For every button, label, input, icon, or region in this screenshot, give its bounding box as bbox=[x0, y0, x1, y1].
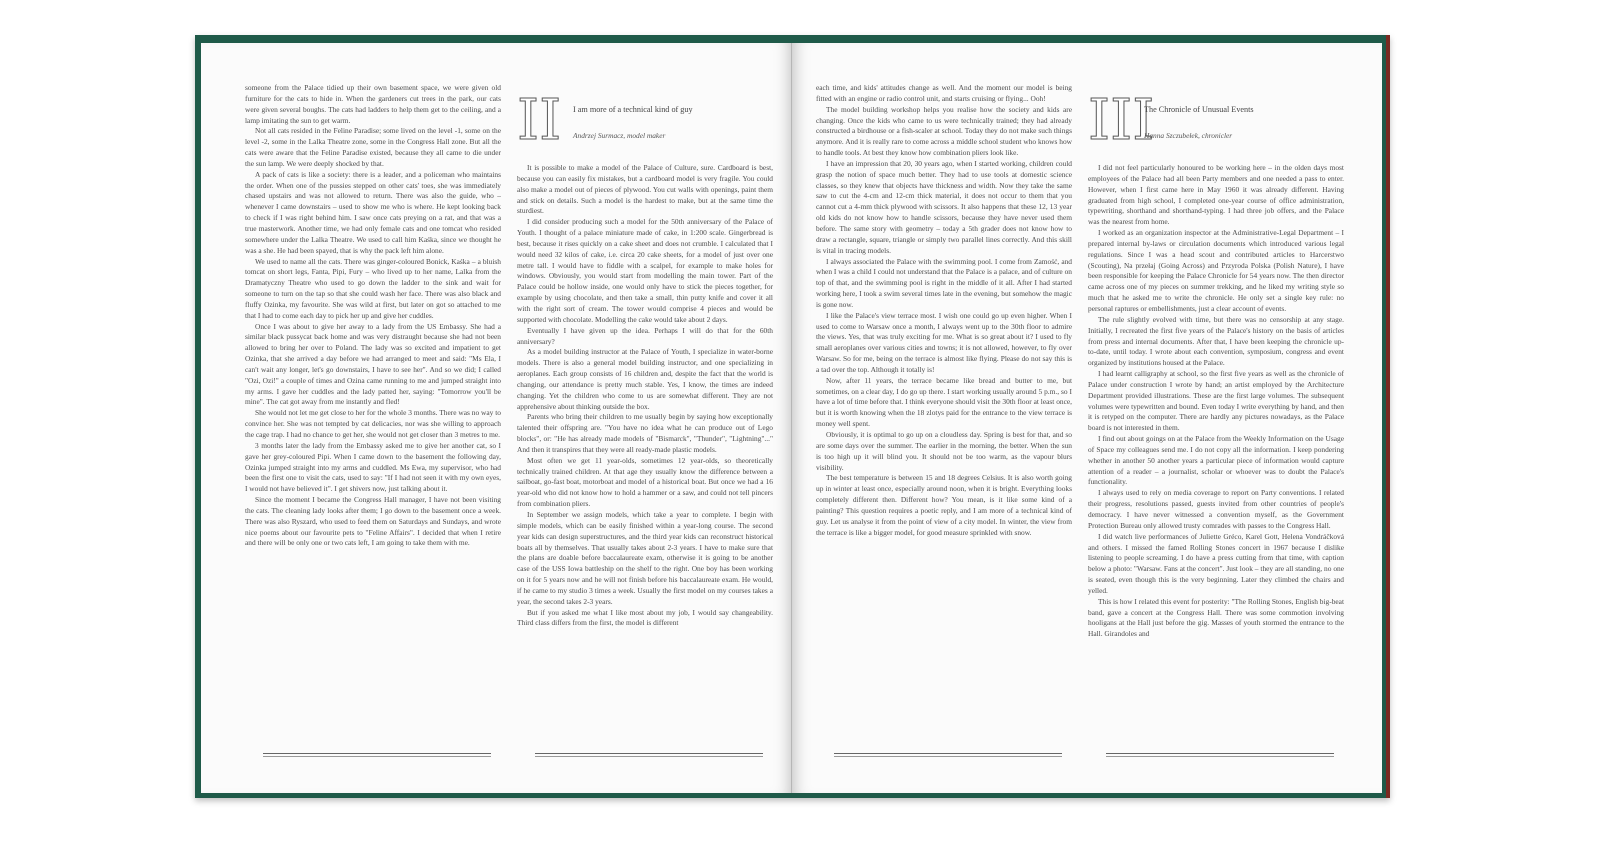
paragraph: Now, after 11 years, the terrace became like bread and butter to me, but sometimes, on a clear day, I do go up there. I start working usually around 5 p.m., so I have a lot of time before that. I think everyone should visit the 30th floor at least once, but it is worth knowing when the 18 zlotys paid for the entrance to the view terrace is money well spent. bbox=[816, 375, 1072, 429]
paragraph: It is possible to make a model of the Palace of Culture, sure. Cardboard is best, because you can easily fix mistakes, but a cardboard model is very fragile. You could also make a model out of pieces of plywood. You cut walls with openings, paint them and stick on details. Such a model is the hardest to make, but at the same time the sturdiest. bbox=[517, 163, 773, 216]
paragraph: She would not let me get close to her for the whole 3 months. There was no way to convince her. She was not tempted by cat delicacies, nor was she willing to approach the cage trap. I had no chance to get her, she would not get closer than 3 metres to me. bbox=[245, 408, 501, 439]
paragraph: each time, and kids' attitudes change as well. And the moment our model is being fitted with an engine or radio control unit, and starts cruising or flying... Ooh! bbox=[816, 83, 1072, 103]
chapter-header-ii bbox=[517, 83, 773, 163]
chapter-body bbox=[517, 163, 773, 629]
paragraph: Not all cats resided in the Feline Paradise; some lived on the level -1, some on the level -2, some in the Lalka Theatre zone, some in the Congress Hall zone. But all the cats were aware that the Feline Paradise existed, because they all came to die under the sun lamp. We were deeply shocked by that. bbox=[245, 126, 501, 168]
paragraph: But if you asked me what I like most about my job, I would say changeability. Third class differs from the first, the model is different bbox=[517, 607, 773, 628]
chapter-title: The Chronicle of Unusual Events bbox=[1144, 105, 1254, 114]
left-page bbox=[201, 43, 792, 793]
paragraph: I like the Palace's view terrace most. I wish one could go up even higher. When I used to come to Warsaw once a month, I always went up to the 30th floor to admire the views. Yes, that was truly exciting for me. What is so great about it? I used to fly small aeroplanes over various cities and towns; it is not allowed, however, to fly over Warsaw. So for me, being on the terrace is almost like flying. Please do not say this is a tad over the top. Although it totally is! bbox=[816, 310, 1072, 374]
chapter-body bbox=[1088, 163, 1344, 640]
footer-rule-left-1 bbox=[263, 753, 491, 754]
paragraph: I had learnt calligraphy at school, so the first five years as well as the chronicle of Palace under construction I wrote by hand; an artist employed by the Architecture Department provided illustrations. These are the first large volumes. The subsequent volumes were typewritten and bound. Even today I write everything by hand, and then it is retyped on the computer. There are hardly any pictures nowadays, as the Palace board is not interested in them. bbox=[1088, 369, 1344, 433]
paragraph: someone from the Palace tidied up their own basement space, we were given old furniture for the cats to hide in. When the gardeners cut trees in the park, our cats were given several boughs. The cats had ladders to help them get to the ceiling, and a lamp imitating the sun to get warm. bbox=[245, 83, 501, 125]
paragraph: We used to name all the cats. There was ginger-coloured Bonick, Kaśka – a bluish tomcat on short legs, Fanta, Pipi, Fury – who lived up to her name, Lalka from the Dramatyczny Theatre who used to go down the ladder to the sink and wait for someone to turn on the tap so that she could wash her face. There was also black and fluffy Ozinka, my favourite. She was wild at first, but later on got so attached to me that I had to come each day to pick her up and give her cuddles. bbox=[245, 256, 501, 320]
paragraph: The rule slightly evolved with time, but there was no censorship at any stage. Initially, I recreated the first five years of the Palace's history on the basis of articles from press and internal documents. After that, I have been keeping the chronicle up-to-date, until today. I wrote about each convention, symposium, congress and event organized by institutions housed at the Palace. bbox=[1088, 314, 1344, 368]
right-page-column-1 bbox=[816, 83, 1072, 538]
open-book bbox=[195, 35, 1390, 798]
chapter-number: III bbox=[1088, 88, 1155, 153]
chapter-author: Andrzej Surmacz, model maker bbox=[573, 131, 666, 140]
chapter-author: Hanna Szczubełek, chronicler bbox=[1144, 131, 1233, 140]
paragraph: I did not feel particularly honoured to be working here – in the olden days most employees of the Palace had all been Party members and one needed a pass to enter. However, when I first came here in May 1960 it was already different. Having graduated from high school, I completed one-year course of office administration, typewriting, shorthand and shorthand-typing. I had three job offers, and the Palace was the nearest from home. bbox=[1088, 163, 1344, 227]
footer-rule-left-2 bbox=[535, 753, 763, 754]
paragraph: I always associated the Palace with the swimming pool. I come from Zamość, and when I was a child I could not understand that the Palace is a palace, and of culture on top of that, and the swimming pool is right in the middle of it all. After I had started working here, I took a swim several times late in the evening, but somehow the magic is gone now. bbox=[816, 256, 1072, 309]
paragraph: As a model building instructor at the Palace of Youth, I specialize in water-borne models. There is also a general model building instructor, and one specializing in aeroplanes. Each group consists of 16 children and, despite the fact that the world is changing, our attendance is pretty much stable. Yes, I know, the times are indeed changing. Yet the children who come to us are somewhat different. They are not apprehensive about thinking outside the box. bbox=[517, 347, 773, 411]
paragraph: The model building workshop helps you realise how the society and kids are changing. Once the kids who came to us were technically trained; they had already constructed a birdhouse or a fish-scaler at school. Today they do not make such things anymore. And it is really rare to come across a middle school student who knows how to handle tools. At best they know how combination pliers look like. bbox=[816, 104, 1072, 158]
left-page-column-2 bbox=[517, 83, 773, 629]
paragraph: I find out about goings on at the Palace from the Weekly Information on the Usage of Space my colleagues send me. I do not copy all the information. I keep pondering whether in another 50 another years a particular piece of information would capture attention of a reader – a journalist, scholar or whoever was to doubt the Palace's functionality. bbox=[1088, 434, 1344, 487]
paragraph: Since the moment I became the Congress Hall manager, I have not been visiting the cats. The cleaning lady looks after them; I go down to the basement once a week. There was also Ryszard, who used to feed them on Saturdays and Sundays, and wrote nice poems about our favourite pets to "Feline Affairs". I decided that when I retire and there will be only one or two cats left, I am going to take them with me. bbox=[245, 495, 501, 548]
paragraph: Parents who bring their children to me usually begin by saying how exceptionally talented their offspring are. "You have no idea what he can produce out of Lego blocks", or: "He has already made models of "Bismarck", "Thunder", "Lightning"..." And then it transpires that they were all ready-made plastic models. bbox=[517, 412, 773, 454]
paragraph: Once I was about to give her away to a lady from the US Embassy. She had a similar black pussycat back home and was very distraught because she had not been allowed to bring her over to Poland. The lady was so excited and impatient to get Ozinka, that she arrived a day before we had arranged to meet and said: "Ms Ela, I can't wait any longer, let's go downstairs, I have to see her". And so we did; I called "Ozi, Ozi!" a couple of times and Ozina came running to me and jumped straight into my arms. I gave her cuddles and the lady patted her, saying: "Tomorrow you'll be mine". The cat got away from me instantly and fled! bbox=[245, 321, 501, 407]
right-page bbox=[792, 43, 1382, 793]
paragraph: I did consider producing such a model for the 50th anniversary of the Palace of Youth. I thought of a palace miniature made of cake, in 1:200 scale. Gingerbread is best, because it rises quickly on a cake sheet and does not crumble. I calculated that I would need 32 kilos of cake, i.e. circa 20 cake sheets, for a model of just over one metre tall. I would have to fiddle with a scalpel, for example to make holes for windows. Obviously, you would start from modelling the main tower. Part of the Palace could be hollow inside, one would only have to stick the pieces together, for example by using chocolate, and then take a small, thin putty knife and cover it all with the right sort of cream. The tower would comprise 4 pieces and would be supported with chocolate. Modelling the cake would take about 2 days. bbox=[517, 217, 773, 324]
chapter-title: I am more of a technical kind of guy bbox=[573, 105, 693, 114]
paragraph: This is how I related this event for posterity: "The Rolling Stones, English big-beat band, gave a concert at the Congress Hall. There was some commotion involving hooligans at the Hall just before the gig. Masses of youth stormed the entrance to the Hall. Girandoles and bbox=[1088, 596, 1344, 639]
paragraph: Obviously, it is optimal to go up on a cloudless day. Spring is best for that, and so are some days over the summer. The earlier in the morning, the better. When the sun is too high up it will blind you. It should not be too warm, as the vapour blurs visibility. bbox=[816, 430, 1072, 472]
paragraph: 3 months later the lady from the Embassy asked me to give her another cat, so I gave her grey-coloured Pipi. When I came down to the basement the following day, Ozinka jumped straight into my arms and cuddled. Ms Ewa, my supervisor, who had been the first one to visit the cats, used to say: "If I had not seen it with my own eyes, I would not have believed it". I get shivers now, just talking about it. bbox=[245, 440, 501, 494]
paragraph: I worked as an organization inspector at the Administrative-Legal Department – I prepared internal by-laws or circulation documents which introduced various legal regulations. Since I was a head scout and contributed articles to Harcerstwo (Scouting), Na przełaj (Going Across) and Przyroda Polska (Polish Nature), I have been responsible for keeping the Palace Chronicle for 54 years now. The then director came across one of my pieces on summer trekking, and he liked my writing style so much that he asked me to write the chronicle. He only set a single key rule: no personal raptures or embellishments, just a clear account of events. bbox=[1088, 228, 1344, 313]
chapter-header-iii bbox=[1088, 83, 1344, 163]
paragraph: I did watch live performances of Juliette Gréco, Karel Gott, Helena Vondráčková and others. I missed the famed Rolling Stones concert in 1967 because I dislike listening to people screaming. I do have a press cutting from that time, with caption below a photo: "Warsaw. Fans at the concert". Just look – they are all standing, no one is seated, even though this is the very beginning. Later they climbed the chairs and yelled. bbox=[1088, 531, 1344, 595]
paragraph: I always used to rely on media coverage to report on Party conventions. I related their progress, resolutions passed, guests invited from other countries of people's democracy. I have never witnessed a convention myself, as the Government Protection Bureau only allowed trusty comrades with passes to the Congress Hall. bbox=[1088, 488, 1344, 530]
paragraph: I have an impression that 20, 30 years ago, when I started working, children could grasp the notion of space much better. They had to use tools at domestic science classes, so they knew that objects have thickness and width. Now they take the same saw to cut the 4-cm and 12-cm thick material, it does not occur to them that you cannot cut a 4-mm thick plywood with scissors. It also happens that these 12, 13 year old kids do not know how to handle scissors, because they have never used them before. The same story with geometry – today a 5th grader does not know how to draw a rectangle, square, triangle or simply two parallel lines correctly. And this skill is vital in tracing models. bbox=[816, 158, 1072, 255]
paragraph: The best temperature is between 15 and 18 degrees Celsius. It is also worth going up in winter at least once, especially around noon, when it is bright. Everything looks completely different then. Different how? You mean, is it like some kind of a painting? This question requires a poetic reply, and I am more of a technical kind of guy. Let us analyse it from the point of view of a city model. In winter, the view from the terrace is like a bigger model, for good measure sprinkled with snow. bbox=[816, 473, 1072, 537]
paragraph: A pack of cats is like a society: there is a leader, and a policeman who maintains the order. When one of the pussies stepped on other cats' toes, she was immediately chased upstairs and was not allowed to return. There was also the guide, who – whenever I came downstairs – used to show me who is where. He kept looking back to check if I was right behind him. I saw once cats preying on a rat, and that was a true masterwork. Another time, we had only female cats and one tomcat who resided somewhere under the Lalka Theatre. We used to call him Kaśka, since we thought he was a she. He had been spayed, that is why the pack left him alone. bbox=[245, 169, 501, 255]
chapter-number: II bbox=[517, 88, 562, 153]
footer-rule-right-1 bbox=[834, 753, 1062, 754]
paragraph: In September we assign models, which take a year to complete. I begin with simple models, which can be easily finished within a year-long course. The second year kids can design superstructures, and the third year kids can reconstruct historical boats all by themselves. That usually takes about 2-3 years. I have to make sure that the plans are doable before baccalaureate exam, otherwise it is going to be another case of the USS Iowa battleship on the shelf to the right. One boy has been working on it for 5 years now and he will not finish before his baccalaureate exam. He would, if he came to my studio 3 times a week. Usually the first model on my courses takes a year, the second takes 2-3 years. bbox=[517, 510, 773, 606]
left-page-column-1 bbox=[245, 83, 501, 549]
right-page-column-2 bbox=[1088, 83, 1344, 640]
paragraph: Most often we get 11 year-olds, sometimes 12 year-olds, so theoretically technically trained children. At that age they usually know the difference between a sailboat, go-fast boat, motorboat and model of a historical boat. But once we had a 16 year-old who did not know how to hold a hammer or a saw, and could not tell pincers from combination pliers. bbox=[517, 455, 773, 509]
paragraph: Eventually I have given up the idea. Perhaps I will do that for the 60th anniversary? bbox=[517, 325, 773, 346]
footer-rule-right-2 bbox=[1106, 753, 1334, 754]
